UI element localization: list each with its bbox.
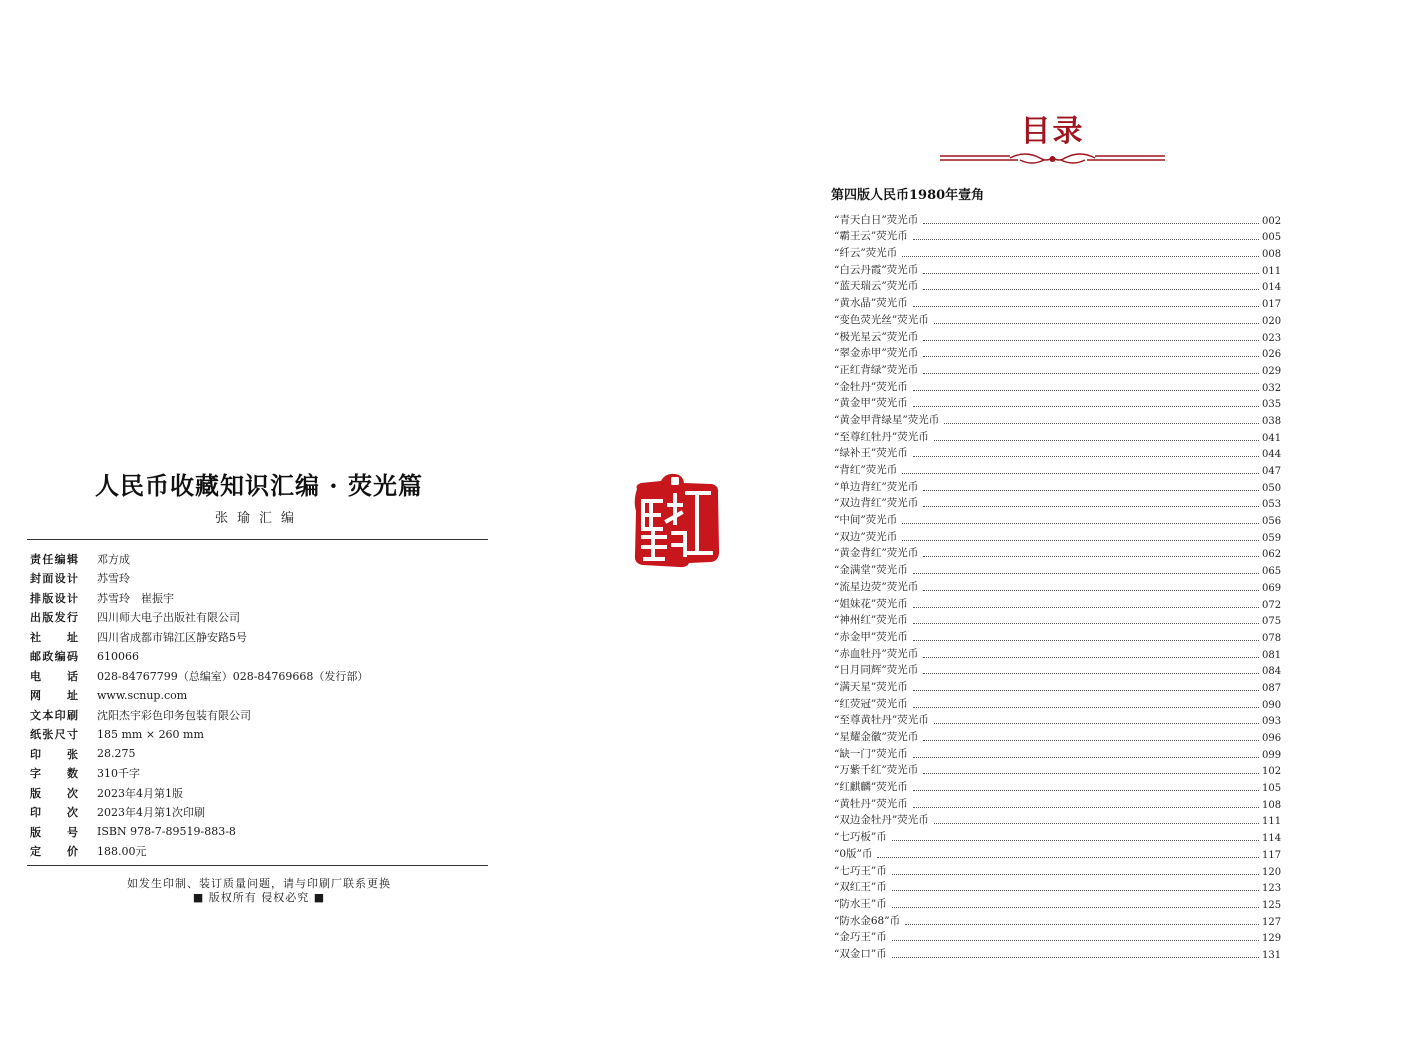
credit-row	[30, 686, 488, 706]
credit-label-wrap	[30, 843, 78, 859]
toc-entry-title: “至尊黄牡丹”荧光币	[834, 714, 929, 727]
toc-leader-dots	[913, 790, 1259, 791]
toc-page-number: 078	[1262, 632, 1282, 644]
toc-entry-title: “黄金甲背绿星”荧光币	[834, 413, 940, 426]
toc-page-number: 120	[1262, 866, 1282, 878]
toc-entry[interactable]	[834, 844, 1280, 861]
toc-entry[interactable]	[834, 560, 1280, 577]
toc-entry-title: “红荧冠”荧光币	[834, 697, 908, 710]
toc-leader-dots	[923, 490, 1259, 491]
credit-row	[30, 822, 488, 842]
toc-leader-dots	[913, 390, 1259, 391]
toc-page-number: 023	[1262, 332, 1282, 344]
toc-page-number: 062	[1262, 549, 1282, 561]
toc-leader-dots	[913, 807, 1259, 808]
credit-value: 28.275	[97, 747, 136, 761]
toc-page-number: 093	[1262, 716, 1282, 728]
toc-page-number: 111	[1262, 816, 1282, 828]
toc-entry-title: “缺一门”荧光币	[834, 747, 908, 760]
toc-entry[interactable]	[834, 477, 1280, 494]
toc-list	[834, 210, 1280, 961]
toc-entry-title: “日月同辉”荧光币	[834, 664, 919, 677]
top-divider	[27, 539, 488, 540]
toc-page-number: 102	[1262, 766, 1282, 778]
toc-entry[interactable]	[834, 494, 1280, 511]
credit-label-wrap	[30, 629, 78, 645]
credit-label: 印次	[30, 806, 78, 820]
toc-page-number: 029	[1262, 365, 1282, 377]
toc-leader-dots	[934, 440, 1259, 441]
toc-entry[interactable]	[834, 627, 1280, 644]
rights-notice: ■ 版权所有 侵权必究 ■	[192, 891, 326, 904]
toc-entry-title: “蓝天瑞云”荧光币	[834, 280, 919, 293]
credit-row	[30, 783, 488, 803]
credit-value: 028-84767799（总编室）028-84769668（发行部）	[97, 669, 369, 683]
toc-entry[interactable]	[834, 210, 1280, 227]
toc-page-number: 047	[1262, 466, 1282, 477]
toc-entry[interactable]	[834, 460, 1280, 477]
toc-leader-dots	[923, 289, 1259, 290]
toc-entry-title: “赤血牡丹”荧光币	[834, 647, 919, 660]
toc-leader-dots	[877, 857, 1259, 858]
toc-page-number: 117	[1262, 849, 1282, 861]
toc-leader-dots	[934, 323, 1259, 324]
credit-label: 纸张尺寸	[30, 728, 78, 742]
print-notice: 如发生印制、装订质量问题，请与印刷厂联系更换	[127, 877, 391, 890]
toc-page-number: 069	[1262, 582, 1282, 594]
toc-entry[interactable]	[834, 694, 1280, 711]
credit-label: 文本印刷	[30, 708, 78, 722]
toc-page-number: 008	[1262, 249, 1282, 261]
credit-value: 310千字	[97, 767, 140, 781]
credit-label: 字数	[30, 767, 78, 781]
toc-entry-title: “黄水晶”荧光币	[834, 297, 908, 310]
credit-label-wrap	[30, 824, 78, 840]
credit-label: 版次	[30, 786, 78, 800]
toc-entry[interactable]	[834, 293, 1280, 310]
toc-entry[interactable]	[834, 661, 1280, 678]
toc-leader-dots	[923, 356, 1259, 357]
toc-entry[interactable]	[834, 227, 1280, 244]
toc-page-number: 026	[1262, 349, 1282, 361]
toc-leader-dots	[892, 907, 1259, 908]
credit-label-wrap	[30, 707, 78, 723]
toc-leader-dots	[934, 823, 1259, 824]
toc-page-number: 075	[1262, 616, 1282, 628]
toc-entry-title: “红麒麟”荧光币	[834, 781, 908, 794]
toc-entry-title: “黄金背红”荧光币	[834, 547, 919, 560]
credit-value: 苏雪玲	[97, 572, 130, 586]
toc-entry[interactable]	[834, 594, 1280, 611]
credit-label-wrap	[30, 765, 78, 781]
toc-entry-title: “金牡丹”荧光币	[834, 380, 908, 393]
credit-label-wrap	[30, 726, 78, 742]
toc-leader-dots	[913, 623, 1259, 624]
toc-entry[interactable]	[834, 811, 1280, 828]
toc-leader-dots	[892, 940, 1259, 941]
toc-entry-title: “至尊红牡丹”荧光币	[834, 430, 929, 443]
toc-page-number: 072	[1262, 599, 1282, 611]
toc-entry[interactable]	[834, 394, 1280, 411]
credit-value: www.scnup.com	[97, 688, 188, 702]
toc-entry[interactable]	[834, 644, 1280, 661]
credit-label-wrap	[30, 687, 78, 703]
credit-value: 苏雪玲 崔振宇	[97, 591, 174, 605]
toc-entry-title: “满天星”荧光币	[834, 680, 908, 693]
toc-entry[interactable]	[834, 944, 1280, 961]
toc-page-number: 114	[1262, 833, 1282, 845]
toc-entry[interactable]	[834, 861, 1280, 878]
toc-leader-dots	[902, 473, 1259, 474]
credit-label-wrap	[30, 590, 78, 606]
toc-leader-dots	[902, 540, 1259, 541]
toc-page-number: 056	[1262, 516, 1282, 528]
credit-label: 邮政编码	[30, 650, 78, 664]
toc-entry-title: “星耀金徽”荧光币	[834, 731, 919, 743]
toc-entry-title: “青天白日”荧光币	[834, 213, 919, 226]
credit-row	[30, 705, 488, 725]
toc-entry-title: “单边背红”荧光币	[834, 480, 919, 493]
credit-label: 社址	[30, 630, 78, 644]
credit-label-wrap	[30, 785, 78, 801]
toc-entry[interactable]	[834, 360, 1280, 377]
toc-page-number: 005	[1262, 232, 1282, 244]
toc-entry[interactable]	[834, 544, 1280, 561]
toc-page-number: 127	[1262, 916, 1282, 928]
toc-leader-dots	[913, 690, 1259, 691]
credit-label: 版号	[30, 825, 78, 839]
credit-label: 网址	[30, 689, 78, 703]
toc-page-number: 123	[1262, 883, 1282, 895]
toc-entry[interactable]	[834, 894, 1280, 911]
toc-page-number: 065	[1262, 566, 1282, 578]
toc-entry[interactable]	[834, 677, 1280, 694]
credit-row	[30, 608, 488, 628]
toc-entry-title: “背红”荧光币	[834, 464, 898, 476]
toc-entry-title: “黄金甲”荧光币	[834, 397, 908, 410]
credit-label-wrap	[30, 570, 78, 586]
toc-page-number: 099	[1262, 749, 1282, 761]
toc-page-number: 090	[1262, 699, 1282, 711]
toc-entry-title: “防水王”币	[834, 897, 887, 910]
toc-leader-dots	[923, 590, 1259, 591]
toc-page-number: 105	[1262, 783, 1282, 795]
toc-page-number: 017	[1262, 299, 1282, 311]
toc-entry-title: “万紫千红”荧光币	[834, 764, 919, 777]
toc-leader-dots	[913, 757, 1259, 758]
toc-page-number: 020	[1262, 315, 1282, 327]
toc-page-number: 011	[1262, 265, 1282, 277]
toc-leader-dots	[913, 456, 1259, 457]
toc-leader-dots	[892, 890, 1259, 891]
credit-row	[30, 803, 488, 823]
toc-leader-dots	[892, 874, 1259, 875]
toc-page-number: 041	[1262, 432, 1282, 444]
toc-leader-dots	[913, 607, 1259, 608]
toc-entry-title: “双金口”币	[834, 947, 887, 960]
toc-entry[interactable]	[834, 410, 1280, 427]
toc-entry-title: “绿补王”荧光币	[834, 447, 908, 460]
toc-entry[interactable]	[834, 427, 1280, 444]
toc-entry[interactable]	[834, 260, 1280, 277]
toc-entry-title: “中间”荧光币	[834, 514, 898, 527]
toc-entry-title: “双边背红”荧光币	[834, 497, 919, 510]
credit-value: 四川师大电子出版社有限公司	[97, 611, 240, 625]
toc-page-number: 131	[1262, 949, 1282, 961]
toc-page-number: 038	[1262, 415, 1282, 427]
credit-row	[30, 764, 488, 784]
toc-page-number: 059	[1262, 532, 1282, 544]
credit-value: 2023年4月第1版	[97, 786, 183, 800]
toc-page-number: 053	[1262, 499, 1282, 511]
toc-leader-dots	[913, 573, 1259, 574]
toc-page-number: 081	[1262, 649, 1282, 661]
toc-entry-title: “正红背绿”荧光币	[834, 363, 919, 376]
credit-value: 610066	[97, 649, 139, 663]
book-editor: 张瑜汇编	[214, 511, 303, 526]
toc-entry-title: “金巧王”币	[834, 931, 887, 944]
toc-entry-title: “双边金牡丹”荧光币	[834, 814, 929, 827]
credit-value: 2023年4月第1次印刷	[97, 806, 205, 820]
toc-entry[interactable]	[834, 777, 1280, 794]
toc-entry[interactable]	[834, 577, 1280, 594]
toc-entry[interactable]	[834, 327, 1280, 344]
toc-leader-dots	[923, 273, 1259, 274]
credit-row	[30, 744, 488, 764]
credits-list	[30, 549, 488, 861]
toc-leader-dots	[923, 373, 1259, 374]
toc-page-number: 096	[1262, 733, 1282, 744]
toc-leader-dots	[923, 223, 1259, 224]
toc-entry[interactable]	[834, 277, 1280, 294]
toc-entry[interactable]	[834, 243, 1280, 260]
toc-entry-title: “0版”币	[834, 847, 873, 860]
toc-entry[interactable]	[834, 761, 1280, 778]
credit-value: 185 mm × 260 mm	[97, 727, 204, 741]
ornament-divider-icon	[940, 150, 1165, 168]
toc-entry[interactable]	[834, 794, 1280, 811]
toc-leader-dots	[913, 640, 1259, 641]
toc-entry-title: “白云丹霞”荧光币	[834, 263, 919, 276]
credit-row	[30, 549, 488, 569]
toc-heading: 目录	[1020, 114, 1085, 149]
credit-value: 188.00元	[97, 845, 147, 859]
toc-leader-dots	[923, 740, 1259, 741]
toc-page-number: 084	[1262, 666, 1282, 678]
credit-label: 定价	[30, 845, 78, 859]
credit-label-wrap	[30, 551, 78, 567]
toc-entry-title: “纤云”荧光币	[834, 247, 898, 260]
book-title: 人民币收藏知识汇编 · 荧光篇	[94, 471, 424, 500]
toc-entry-title: “七巧王”币	[834, 864, 887, 877]
seal-notch	[671, 477, 679, 485]
toc-entry-title: “翠金赤甲”荧光币	[834, 347, 919, 360]
toc-entry[interactable]	[834, 928, 1280, 945]
toc-leader-dots	[923, 773, 1259, 774]
toc-page-number: 014	[1262, 282, 1282, 294]
toc-entry-title: “双边”荧光币	[834, 530, 898, 543]
credit-row	[30, 627, 488, 647]
toc-entry[interactable]	[834, 310, 1280, 327]
credit-label: 责任编辑	[30, 552, 78, 566]
credit-label: 排版设计	[30, 591, 78, 605]
toc-entry[interactable]	[834, 377, 1280, 394]
credit-label-wrap	[30, 804, 78, 820]
toc-entry[interactable]	[834, 827, 1280, 844]
toc-entry-title: “黄牡丹”荧光币	[834, 797, 908, 810]
toc-entry[interactable]	[834, 911, 1280, 928]
toc-entry-title: “防水金68”币	[834, 914, 901, 927]
credit-label-wrap	[30, 609, 78, 625]
toc-entry[interactable]	[834, 744, 1280, 761]
toc-leader-dots	[944, 423, 1259, 424]
toc-entry[interactable]	[834, 527, 1280, 544]
credit-value: ISBN 978-7-89519-883-8	[97, 825, 236, 839]
toc-leader-dots	[923, 657, 1259, 658]
toc-leader-dots	[892, 840, 1259, 841]
toc-entry-title: “流星边荧”荧光币	[834, 580, 919, 593]
toc-entry[interactable]	[834, 711, 1280, 728]
toc-page-number: 108	[1262, 799, 1282, 811]
bottom-divider	[27, 865, 488, 866]
seal-text: 红鸿鹤	[631, 471, 634, 472]
credit-label-wrap	[30, 648, 78, 664]
toc-leader-dots	[934, 723, 1259, 724]
toc-leader-dots	[923, 673, 1259, 674]
toc-leader-dots	[913, 306, 1259, 307]
toc-entry-title: “姐妹花”荧光币	[834, 597, 908, 610]
toc-page-number: 129	[1262, 933, 1282, 945]
toc-entry-title: “七巧板”币	[834, 831, 887, 844]
toc-leader-dots	[913, 406, 1259, 407]
toc-page-number: 032	[1262, 382, 1282, 394]
credit-label: 印张	[30, 747, 78, 761]
toc-entry-title: “极光星云”荧光币	[834, 330, 919, 343]
toc-leader-dots	[923, 556, 1259, 557]
toc-section-title: 第四版人民币1980年壹角	[831, 188, 985, 203]
credit-row	[30, 666, 488, 686]
toc-page-number: 035	[1262, 399, 1282, 411]
credit-value: 邓方成	[97, 552, 130, 566]
toc-page-number: 125	[1262, 899, 1282, 911]
toc-entry-title: “神州红”荧光币	[834, 614, 908, 627]
toc-entry[interactable]	[834, 444, 1280, 461]
toc-page-number: 002	[1262, 215, 1282, 227]
toc-entry[interactable]	[834, 878, 1280, 895]
credit-row	[30, 588, 488, 608]
toc-leader-dots	[902, 256, 1259, 257]
credit-row	[30, 569, 488, 589]
toc-entry[interactable]	[834, 510, 1280, 527]
credit-label-wrap	[30, 668, 78, 684]
toc-entry-title: “变色荧光丝”荧光币	[834, 313, 929, 326]
credit-value: 四川省成都市锦江区静安路5号	[97, 630, 247, 644]
credit-row	[30, 725, 488, 745]
toc-leader-dots	[923, 506, 1259, 507]
toc-entry-title: “金满堂”荧光币	[834, 564, 908, 577]
toc-entry[interactable]	[834, 611, 1280, 628]
toc-leader-dots	[913, 707, 1259, 708]
credit-row	[30, 647, 488, 667]
toc-leader-dots	[902, 523, 1259, 524]
toc-leader-dots	[905, 924, 1259, 925]
toc-entry-title: “霸王云”荧光币	[834, 230, 908, 243]
toc-entry-title: “赤金甲”荧光币	[834, 630, 908, 643]
credit-label: 出版发行	[30, 611, 78, 625]
toc-page-number: 044	[1262, 449, 1282, 461]
credit-row	[30, 842, 488, 862]
toc-page-number: 087	[1262, 682, 1282, 694]
red-seal-stamp	[631, 471, 722, 569]
toc-entry[interactable]	[834, 344, 1280, 361]
toc-leader-dots	[913, 239, 1259, 240]
credit-value: 沈阳杰宇彩色印务包装有限公司	[97, 708, 251, 722]
credit-label-wrap	[30, 746, 78, 762]
toc-entry-title: “双红王”币	[834, 881, 887, 894]
toc-leader-dots	[892, 957, 1259, 958]
credit-label: 封面设计	[30, 572, 78, 586]
toc-entry[interactable]	[834, 727, 1280, 744]
toc-leader-dots	[923, 340, 1259, 341]
credit-label: 电话	[30, 669, 78, 683]
toc-page-number: 050	[1262, 482, 1282, 494]
